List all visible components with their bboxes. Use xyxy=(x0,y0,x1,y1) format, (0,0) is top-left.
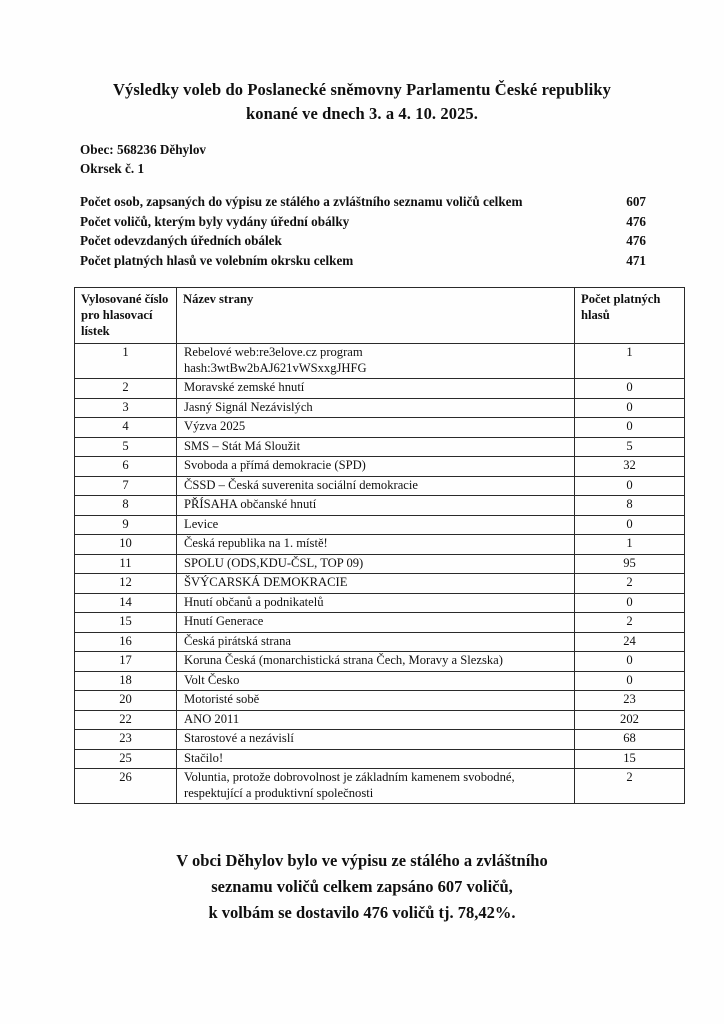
cell-party-name: Moravské zemské hnutí xyxy=(177,379,575,399)
cell-ballot-number: 23 xyxy=(75,730,177,750)
cell-ballot-number: 5 xyxy=(75,437,177,457)
party-name-line-2: respektující a produktivní společnosti xyxy=(184,785,374,800)
summary-statistics xyxy=(80,192,650,270)
cell-ballot-number: 1 xyxy=(75,344,177,379)
header-valid-votes: Počet platných hlasů xyxy=(575,288,685,344)
summary-value: 476 xyxy=(626,233,646,248)
table-row xyxy=(75,710,685,730)
title-line-1: Výsledky voleb do Poslanecké sněmovny Parlamentu České republiky xyxy=(113,80,611,99)
cell-ballot-number: 3 xyxy=(75,398,177,418)
cell-ballot-number: 18 xyxy=(75,671,177,691)
cell-party-name: SPOLU (ODS,KDU-ČSL, TOP 09) xyxy=(177,554,575,574)
document-title xyxy=(74,78,650,126)
table-row xyxy=(75,613,685,633)
table-row xyxy=(75,457,685,477)
cell-party-name: Česká republika na 1. místě! xyxy=(177,535,575,555)
cell-party-name: Volt Česko xyxy=(177,671,575,691)
cell-valid-votes: 0 xyxy=(575,593,685,613)
cell-party-name xyxy=(177,769,575,804)
cell-party-name: SMS – Stát Má Sloužit xyxy=(177,437,575,457)
cell-valid-votes: 68 xyxy=(575,730,685,750)
cell-valid-votes: 0 xyxy=(575,652,685,672)
cell-valid-votes: 24 xyxy=(575,632,685,652)
conclusion-block xyxy=(74,848,650,926)
cell-valid-votes: 95 xyxy=(575,554,685,574)
table-row xyxy=(75,769,685,804)
table-row xyxy=(75,632,685,652)
summary-label: Počet voličů, kterým byly vydány úřední obálky xyxy=(80,213,350,229)
cell-valid-votes: 0 xyxy=(575,671,685,691)
party-name-line-2: hash:3wtBw2bAJ621vWSxxgJHFG xyxy=(184,360,367,375)
cell-valid-votes: 5 xyxy=(575,437,685,457)
cell-ballot-number: 14 xyxy=(75,593,177,613)
cell-ballot-number: 4 xyxy=(75,418,177,438)
cell-ballot-number: 26 xyxy=(75,769,177,804)
cell-party-name xyxy=(177,344,575,379)
cell-valid-votes: 0 xyxy=(575,476,685,496)
cell-party-name: Koruna Česká (monarchistická strana Čech, Moravy a Slezska) xyxy=(177,652,575,672)
cell-party-name: Levice xyxy=(177,515,575,535)
table-row xyxy=(75,554,685,574)
cell-valid-votes: 15 xyxy=(575,749,685,769)
table-row xyxy=(75,496,685,516)
cell-party-name: ČSSD – Česká suverenita sociální demokracie xyxy=(177,476,575,496)
cell-ballot-number: 7 xyxy=(75,476,177,496)
conclusion-line-1: V obci Děhylov bylo ve výpisu ze stálého a zvláštního xyxy=(176,851,548,870)
cell-party-name: Motoristé sobě xyxy=(177,691,575,711)
summary-row xyxy=(80,251,650,271)
cell-valid-votes: 0 xyxy=(575,398,685,418)
cell-party-name: ŠVÝCARSKÁ DEMOKRACIE xyxy=(177,574,575,594)
cell-valid-votes: 0 xyxy=(575,418,685,438)
cell-valid-votes: 32 xyxy=(575,457,685,477)
summary-value: 476 xyxy=(626,213,646,229)
cell-ballot-number: 10 xyxy=(75,535,177,555)
summary-label: Počet platných hlasů ve volebním okrsku celkem xyxy=(80,252,354,268)
cell-party-name: Česká pirátská strana xyxy=(177,632,575,652)
table-row xyxy=(75,535,685,555)
table-header-row xyxy=(75,288,685,344)
table-row xyxy=(75,652,685,672)
table-row xyxy=(75,691,685,711)
cell-ballot-number: 16 xyxy=(75,632,177,652)
cell-valid-votes: 202 xyxy=(575,710,685,730)
table-row xyxy=(75,671,685,691)
header-party-name: Název strany xyxy=(177,288,575,344)
cell-ballot-number: 11 xyxy=(75,554,177,574)
table-row xyxy=(75,418,685,438)
cell-party-name: Svoboda a přímá demokracie (SPD) xyxy=(177,457,575,477)
table-row xyxy=(75,749,685,769)
cell-ballot-number: 25 xyxy=(75,749,177,769)
cell-party-name: Jasný Signál Nezávislých xyxy=(177,398,575,418)
cell-ballot-number: 20 xyxy=(75,691,177,711)
results-table-head xyxy=(75,288,685,344)
cell-party-name: Hnutí Generace xyxy=(177,613,575,633)
table-row xyxy=(75,574,685,594)
cell-valid-votes: 8 xyxy=(575,496,685,516)
cell-party-name: PŘÍSAHA občanské hnutí xyxy=(177,496,575,516)
party-name-line-1: Rebelové web:re3elove.cz program xyxy=(184,345,363,359)
summary-label: Počet odevzdaných úředních obálek xyxy=(80,233,282,248)
title-line-2: konané ve dnech 3. a 4. 10. 2025. xyxy=(245,104,479,123)
table-row xyxy=(75,476,685,496)
summary-value: 607 xyxy=(626,194,646,209)
conclusion-line-3: k volbám se dostavilo 476 voličů tj. 78,42%. xyxy=(208,903,516,922)
municipality-label: Obec: 568236 Děhylov xyxy=(80,142,207,157)
cell-ballot-number: 2 xyxy=(75,379,177,399)
cell-valid-votes: 0 xyxy=(575,515,685,535)
cell-valid-votes: 2 xyxy=(575,574,685,594)
precinct-label: Okrsek č. 1 xyxy=(80,161,145,176)
cell-party-name: Starostové a nezávislí xyxy=(177,730,575,750)
summary-value: 471 xyxy=(626,252,646,268)
cell-party-name: Stačilo! xyxy=(177,749,575,769)
party-name-line-1: Voluntia, protože dobrovolnost je základním kamenem svobodné, xyxy=(184,770,515,784)
header-ballot-number: Vylosované číslo pro hlasovací lístek xyxy=(75,288,177,344)
cell-ballot-number: 6 xyxy=(75,457,177,477)
cell-ballot-number: 22 xyxy=(75,710,177,730)
summary-row xyxy=(80,212,650,232)
results-table xyxy=(74,287,685,804)
cell-valid-votes: 23 xyxy=(575,691,685,711)
cell-valid-votes: 2 xyxy=(575,613,685,633)
conclusion-line-2: seznamu voličů celkem zapsáno 607 voličů, xyxy=(211,877,513,896)
cell-ballot-number: 15 xyxy=(75,613,177,633)
results-table-body xyxy=(75,344,685,804)
cell-party-name: Výzva 2025 xyxy=(177,418,575,438)
cell-ballot-number: 9 xyxy=(75,515,177,535)
table-row xyxy=(75,593,685,613)
cell-valid-votes: 0 xyxy=(575,379,685,399)
cell-ballot-number: 8 xyxy=(75,496,177,516)
table-row xyxy=(75,379,685,399)
cell-valid-votes: 1 xyxy=(575,344,685,379)
table-row xyxy=(75,730,685,750)
results-table-wrapper xyxy=(74,287,661,804)
identification-block xyxy=(80,140,206,178)
table-row xyxy=(75,515,685,535)
summary-row xyxy=(80,231,650,251)
cell-ballot-number: 17 xyxy=(75,652,177,672)
cell-valid-votes: 2 xyxy=(575,769,685,804)
table-row xyxy=(75,344,685,379)
cell-party-name: Hnutí občanů a podnikatelů xyxy=(177,593,575,613)
table-row xyxy=(75,398,685,418)
cell-valid-votes: 1 xyxy=(575,535,685,555)
summary-label: Počet osob, zapsaných do výpisu ze stálého a zvláštního seznamu voličů celkem xyxy=(80,194,523,209)
cell-ballot-number: 12 xyxy=(75,574,177,594)
cell-party-name: ANO 2011 xyxy=(177,710,575,730)
table-row xyxy=(75,437,685,457)
summary-row xyxy=(80,192,650,212)
